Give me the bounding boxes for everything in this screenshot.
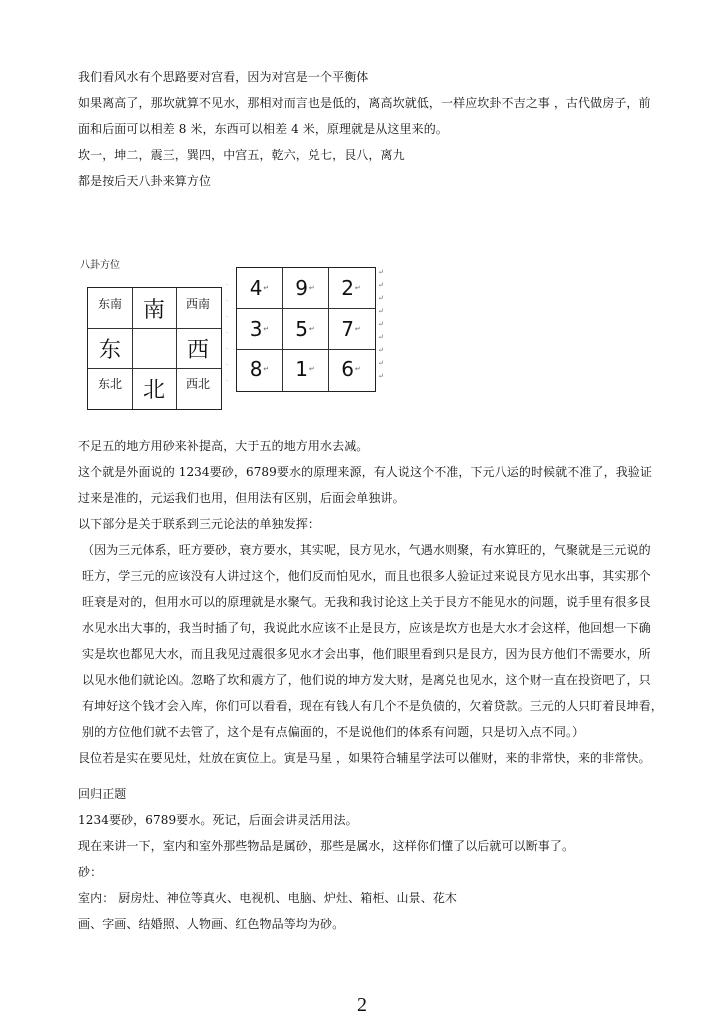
format-marks: · · · · · · · bbox=[226, 282, 228, 385]
text-line: 以下部分是关于联系到三元论法的单独发挥： bbox=[78, 517, 321, 531]
page-number: 2 bbox=[357, 994, 367, 1016]
diagram-caption: 八卦方位 bbox=[80, 260, 120, 271]
grid-number: 3 ↵ bbox=[249, 316, 270, 341]
grid-number: 4 ↵ bbox=[249, 276, 270, 300]
grid-number: 8 ↵ bbox=[249, 357, 270, 381]
grid-number: 5 ↵ bbox=[295, 316, 315, 341]
direction-west: 西 bbox=[186, 337, 209, 363]
direction-south: 南 bbox=[142, 297, 165, 323]
text-line: 这个就是外面说的 1234要砂，6789要水的原理来源，有人说这个不准，下元八运的时候就不准了，我验证 bbox=[78, 465, 652, 479]
text-line: 以见水他们就论凶。忽略了坎和震方了，他们说的坤方发大财，是离兑也见水，这个财一直在投资吧了，只 bbox=[82, 673, 651, 687]
text-line: 实是坎也都见大水，而且我见过震很多见水才会出事，他们眼里看到只是艮方，因为艮方他们不需要水，所 bbox=[82, 647, 651, 661]
text-line: 都是按后天八卦来算方位 bbox=[78, 174, 212, 188]
text-line: 砂： bbox=[78, 865, 103, 879]
text-line: 艮位若是实在要见灶，灶放在寅位上。寅是马星 ，如果符合辅星学法可以催财，来的非常快，来的非常快。 bbox=[78, 751, 651, 765]
text-line: 1234要砂，6789要水。死记，后面会讲灵活用法。 bbox=[78, 813, 358, 827]
text-line: 不足五的地方用砂来补提高，大于五的地方用水去减。 bbox=[78, 439, 369, 453]
grid-number: 6 ↵ bbox=[341, 357, 361, 381]
direction-east: 东 bbox=[98, 337, 121, 363]
text-line: 面和后面可以相差 8 米，东西可以相差 4 米，原理就是从这里来的。 bbox=[78, 122, 448, 136]
grid-number: 1 ↵ bbox=[295, 357, 315, 381]
direction-southeast: 东南 bbox=[97, 296, 122, 311]
text-line: 过来是准的，元运我们也用，但用法有区别，后面会单独讲。 bbox=[78, 491, 405, 505]
direction-north: 北 bbox=[142, 377, 165, 403]
bagua-direction-grid bbox=[87, 287, 222, 410]
text-line: （因为三元体系，旺方要砂，衰方要水，其实呢，艮方见水，气遇水则聚，有水算旺的，气聚就是三元说的 bbox=[82, 543, 651, 557]
direction-northwest: 西北 bbox=[185, 376, 210, 391]
grid-number: 2 ↵ bbox=[341, 276, 361, 300]
text-line: 有坤好这个钱才会入库，你们可以看看，现在有钱人有几个不是负债的，欠着贷款。三元的人只盯着艮坤看， bbox=[82, 699, 663, 713]
text-line: 现在来讲一下，室内和室外那些物品是属砂，那些是属水，这样你们懂了以后就可以断事了。 bbox=[78, 839, 575, 853]
luoshu-number-grid bbox=[236, 267, 376, 392]
text-line: 别的方位他们就不去管了，这个是有点偏面的，不是说他们的体系有问题，只是切入点不同。） bbox=[82, 725, 585, 739]
grid-number: 7 ↵ bbox=[341, 316, 361, 341]
text-line: 坎一，坤二，震三，巽四，中宫五，乾六，兑七，艮八，离九 bbox=[78, 148, 405, 162]
text-line: 我们看风水有个思路要对宫看，因为对宫是一个平衡体 bbox=[78, 70, 369, 84]
text-line: 室内： 厨房灶、神位等真火、电视机、电脑、炉灶、箱柜、山景、花木 bbox=[78, 891, 458, 905]
text-line: 旺方，学三元的应该没有人讲过这个，他们反而怕见水，而且也很多人验证过来说艮方见水出事，其实那个 bbox=[82, 569, 651, 583]
text-line: 旺衰是对的，但用水可以的原理就是水聚气。无我和我讨论这上关于艮方不能见水的问题，说手里有很多艮 bbox=[82, 595, 651, 609]
text-line: 如果离高了，那坎就算不见水，那相对而言也是低的，离高坎就低，一样应坎卦不吉之事 ，古代做房子，前 bbox=[78, 96, 651, 110]
direction-northeast: 东北 bbox=[97, 376, 122, 391]
grid-number: 9 ↵ bbox=[295, 276, 315, 300]
text-line: 水见水出大事的，我当时插了句，我说此水应该不止是艮方，应该是坎方也是大水才会这样，他回想一下确 bbox=[82, 621, 651, 635]
direction-southwest: 西南 bbox=[185, 296, 210, 311]
return-marks-column: ↵ ↵ ↵ ↵ ↵ ↵ ↵ ↵ ↵ bbox=[378, 268, 384, 380]
text-line: 画、字画、结婚照、人物画、红色物品等均为砂。 bbox=[78, 917, 345, 931]
section-heading: 回归正题 bbox=[78, 787, 127, 801]
